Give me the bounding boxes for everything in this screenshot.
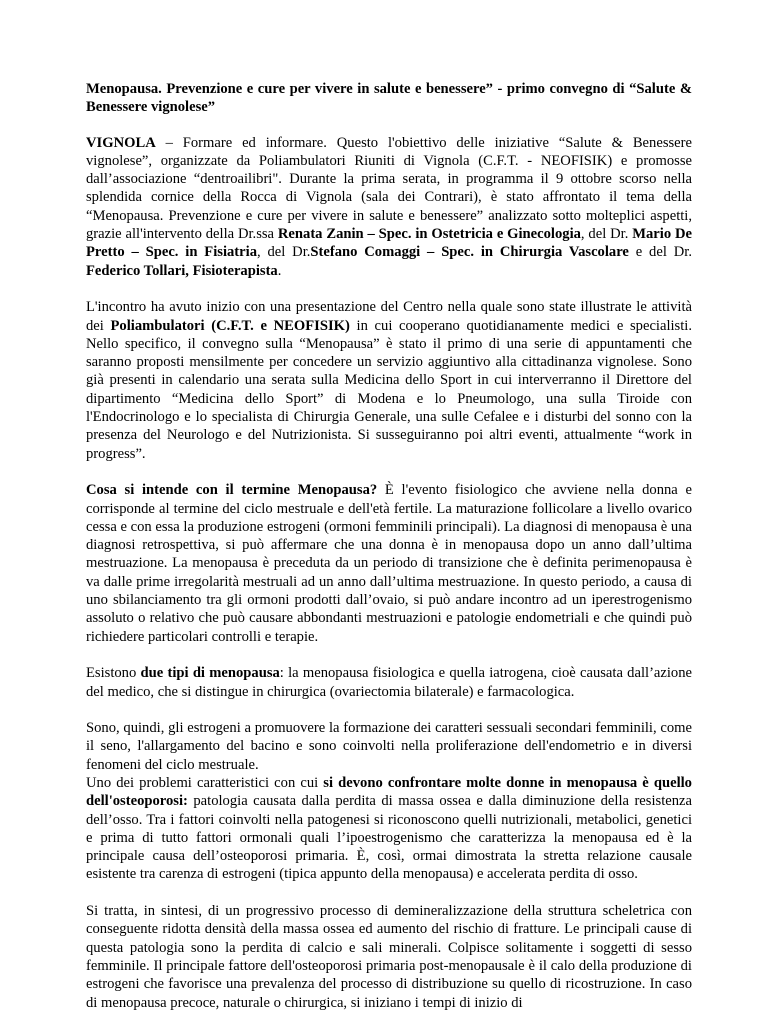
paragraph-demineralization xyxy=(86,902,692,1012)
speaker-tollari: Federico Tollari, Fisioterapista xyxy=(86,262,278,279)
paragraph-center-presentation xyxy=(86,298,692,463)
definition-question: Cosa si intende con il termine Menopausa? xyxy=(86,482,378,499)
speaker-zanin: Renata Zanin – Spec. in Ostetricia e Ginecologia xyxy=(277,226,581,243)
intro-text-2: , del Dr. xyxy=(580,226,633,243)
title-text: Menopausa. Prevenzione e cure per vivere in salute e benessere” - primo convegno di “Salute & Benessere vignolese” xyxy=(86,81,692,116)
presentation-text-2: in cui cooperano quotidianamente medici e specialisti. Nello specifico, il convegno sulla “Menopausa” è stato il primo di una serie di appuntamenti che saranno proposti mensilmente per concedere un servizio aggiuntivo alla cittadinanza vignolese. Sono già presenti in calendario una serata sulla Medicina dello Sport in cui interverranno il Direttore del dipartimento “Medicina dello Sport” di Modena e lo Pneumologo, una sulla Tiroide con l'Endocrinologo e lo specialista di Chirurgia Generale, una sulle Cefalee e i disturbi del sonno con la presenza del Neurologo e del Nutrizionista. Si susseguiranno poi altri eventi, attualmente “work in progress”. xyxy=(86,317,692,462)
definition-text: È l'evento fisiologico che avviene nella donna e corrisponde al termine del ciclo mestruale e dell'età fertile. La maturazione follicolare a livello ovarico cessa e con essa la produzione estrogeni (ormoni femminili principali). La diagnosi di menopausa è una diagnosi retrospettiva, si può affermare che una donna è in menopausa dopo un anno dall’ultima mestruazione. La menopausa è preceduta da un periodo di transizione che è definita perimenopausa è va dalle prime irregolarità mestruali ad un anno dall’ultima mestruazione. In questo periodo, a causa di uno sbilanciamento tra gli ormoni prodotti dall’ovaio, si può andare incontro ad un iperestrogenismo assoluto o relativo che può causare abbondanti mestruazioni e patologie endometriali e che quindi può richiedere particolari controlli e terapie. xyxy=(86,482,692,645)
location-label: VIGNOLA xyxy=(86,134,156,151)
osteoporosis-highlight: si devono confrontare molte donne in menopausa è quello dell'osteoporosi: xyxy=(86,774,692,810)
osteoporosis-intro: Uno dei problemi caratteristici con cui xyxy=(86,774,324,791)
estrogens-text: Sono, quindi, gli estrogeni a promuovere la formazione dei caratteri sessuali secondari femminili, come il seno, l'allargamento del bacino e sono coinvolti nella proliferazione dell'endometrio e in diversi fenomeni del ciclo mestruale. xyxy=(86,720,692,773)
presentation-text: L'incontro ha avuto inizio con una presentazione del Centro nella quale sono state illustrate le attività dei xyxy=(86,299,692,334)
types-text: Esistono xyxy=(86,665,141,682)
intro-text-3: , del Dr. xyxy=(257,244,311,261)
speaker-comaggi: Stefano Comaggi – Spec. in Chirurgia Vascolare xyxy=(310,244,629,261)
types-highlight: due tipi di menopausa xyxy=(140,665,280,682)
osteoporosis-text: patologia causata dalla perdita di massa ossea e dalla diminuzione della resistenza dell’osso. Tra i fattori coinvolti nella patogenesi si riconoscono quelli nutrizionali, metabolici, genetici e prima di tutto fattori ormonali quali l’ipoestrogenismo che caratterizza la menopausa ed è la principale causa dell’osteoporosi primaria. È, così, ormai dimostrata la stretta relazione causale esistente tra carenza di estrogeni (tipica appunto della menopausa) e accelerata perdita di osso. xyxy=(86,793,692,883)
poliambulatori-name: Poliambulatori (C.F.T. e NEOFISIK) xyxy=(110,317,350,334)
paragraph-menopause-definition xyxy=(86,481,692,646)
intro-text: – Formare ed informare. Questo l'obiettivo delle iniziative “Salute & Benessere vignolese”, organizzate da Poliambulatori Riuniti di Vignola (C.F.T. - NEOFISIK) e promosse dall’associazione “dentroailibri". Durante la prima serata, in programma il 9 ottobre scorso nella splendida cornice della Rocca di Vignola (sala dei Contrari), è stato affrontato il tema della “Menopausa. Prevenzione e cure per vivere in salute e benessere” analizzato sotto molteplici aspetti, grazie all'intervento della Dr.ssa xyxy=(86,134,692,243)
demineralization-text: Si tratta, in sintesi, di un progressivo processo di demineralizzazione della struttura scheletrica con conseguente ridotta densità della massa ossea ed aumento del rischio di fratture. Le principali cause di questa patologia sono la perdita di calcio e sali minerali. Colpisce solitamente i soggetti di sesso femminile. Il principale fattore dell'osteoporosi primaria post-menopausale è il calo della produzione di estrogeni che favorisce una prevalenza del processo di distribuzione su quello di ricostruzione. In caso di menopausa precoce, naturale o chirurgica, si iniziano i tempi di inizio di xyxy=(86,903,692,1011)
speaker-de-pretto: Mario De Pretto – Spec. in Fisiatria xyxy=(86,226,692,261)
intro-text-5: . xyxy=(277,262,282,279)
paragraph-menopause-types xyxy=(86,664,692,701)
intro-text-4: e del Dr. xyxy=(628,244,692,261)
article-title xyxy=(86,80,692,117)
paragraph-estrogens-osteoporosis xyxy=(86,719,692,884)
paragraph-intro xyxy=(86,134,692,280)
types-text-2: : la menopausa fisiologica e quella iatrogena, cioè causata dall’azione del medico, che si distingue in chirurgica (ovariectomia bilaterale) e farmacologica. xyxy=(86,665,693,700)
article-body xyxy=(86,80,692,1030)
